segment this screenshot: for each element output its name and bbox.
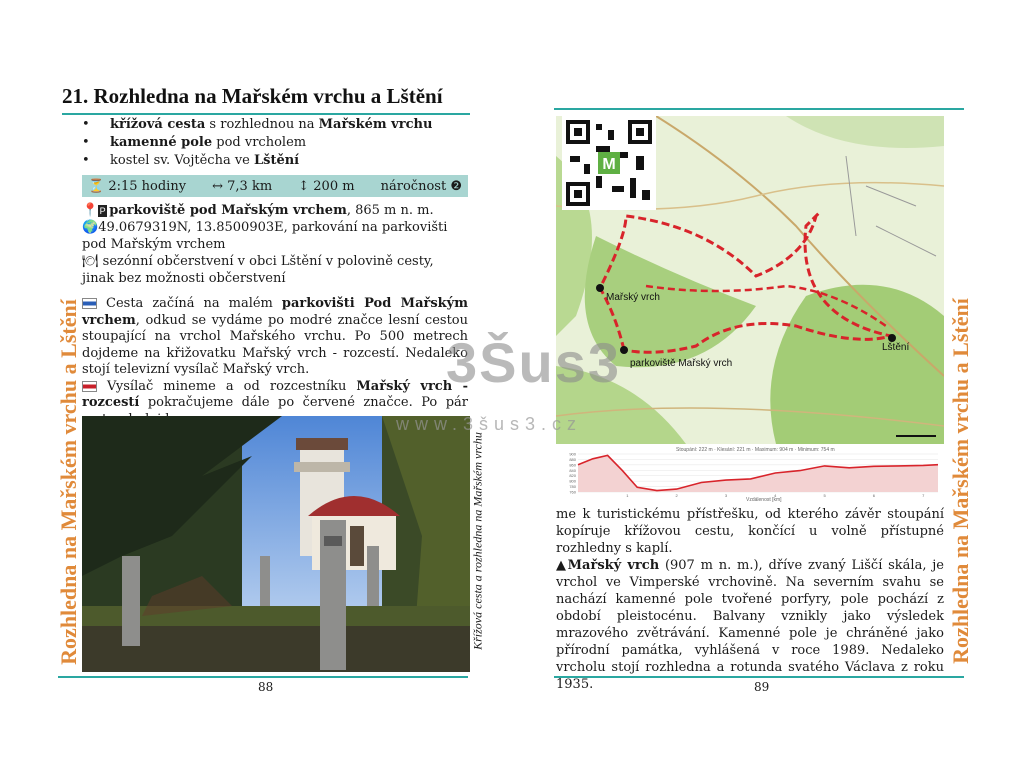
footer-rule [58, 676, 468, 678]
profile-stats: Stoupání: 222 m · Klesání: 221 m · Maximum: 904 m · Minimum: 754 m [676, 447, 835, 453]
difficulty: náročnost ❷ [380, 178, 462, 194]
body-text [82, 296, 468, 428]
elevation-gain: ↕ 200 m [298, 178, 355, 194]
watermark-brand: 3Šus3 [446, 331, 621, 394]
list-item: • křížová cesta s rozhlednou na Mařském vrchu [82, 116, 472, 134]
trip-details [82, 202, 468, 287]
svg-text:M: M [602, 156, 616, 173]
photo-lookout-tower [82, 416, 470, 672]
paragraph: Vysílač mineme a od rozcestníku Mařský vrch - rozcestí pokračujeme dále po červené značce. Po pár [82, 378, 468, 410]
profile-x-tick: 2 [675, 493, 678, 498]
profile-x-tick: 6 [872, 493, 876, 498]
list-item: • kamenné pole pod vrcholem [82, 134, 472, 152]
parking-info: 📍P parkoviště pod Mařským vrchem, 865 m n. m. [82, 203, 434, 218]
profile-x-tick: 1 [626, 493, 629, 498]
map-label-lsteni: Lštění [882, 342, 910, 353]
paragraph: me k turistickému přístřešku, od kterého závěr stoupání kopíruje křížovou cestu, končící u volně přístupné rozhledny s kaplí. [556, 507, 944, 556]
profile-y-tick: 880 [569, 456, 576, 462]
mountain-icon: ▲ [556, 558, 568, 573]
list-item: • kostel sv. Vojtěcha ve Lštění [82, 152, 472, 170]
profile-y-tick: 760 [569, 489, 576, 495]
page-number: 88 [258, 680, 274, 694]
map-label-marsky-vrch: Mařský vrch [606, 292, 660, 303]
right-page [512, 0, 1024, 768]
page-number: 89 [754, 680, 770, 694]
side-label: Rozhledna na Mařském vrchu a Lštění [56, 299, 81, 665]
duration: ⏳ 2:15 hodiny [88, 178, 187, 194]
profile-x-tick: 4 [774, 493, 777, 498]
profile-y-tick: 820 [569, 473, 576, 479]
side-label: Rozhledna na Mařském vrchu a Lštění [948, 298, 973, 664]
map-label-parking: parkoviště Mařský vrch [630, 358, 733, 369]
profile-y-tick: 780 [569, 484, 576, 490]
route-info-bar [82, 175, 468, 197]
header-rule [554, 108, 964, 110]
food-info: 🍽 sezónní občerstvení v obci Lštění v polovině cesty, jinak bez možnosti občerstvení [82, 254, 434, 286]
profile-y-tick: 800 [569, 478, 576, 484]
profile-x-tick: 5 [823, 493, 826, 498]
footer-rule [554, 676, 964, 678]
red-trail-icon [82, 381, 97, 392]
parking-icon: P [99, 206, 106, 216]
distance: ↔ 7,3 km [212, 178, 273, 194]
profile-x-tick: 3 [724, 493, 728, 498]
paragraph: ▲Mařský vrch (907 m n. m.), dříve zvaný Liščí skála, je vrchol ve Vimperské vrchovině. Na severním svahu se nachází kamenné pole tvořené porfyry, pole pochází z období pleistocénu. Balvany vznikly jako výsledek mrazového zvětrávání. Kamenné pole je chráněné jako přírodní památka, vyhlášená v roce 1989. Nedaleko vrcholu stojí rozhledna a rotunda svatého Václava z roku 1935. [556, 558, 944, 692]
blue-trail-icon [82, 298, 97, 309]
description-text [556, 506, 944, 693]
globe-icon: 🌍 [82, 220, 99, 235]
route-map [556, 116, 944, 444]
profile-x-tick: 7 [922, 493, 925, 498]
page-title: 21. Rozhledna na Mařském vrchu a Lštění [62, 84, 470, 115]
paragraph: Cesta začíná na malém parkovišti Pod Mařským vrchem, odkud se vydáme po modré značce lesní cestou stoupající na vrchol Mařského vrchu. Po 500 metrech dojdeme na křižovatku Mařský vrch - rozcestí. Nedaleko stojí televizní vysílač Mařský vrch. [82, 296, 468, 377]
profile-y-tick: 860 [569, 462, 576, 468]
gps-info: 🌍49.0679319N, 13.8500903E, parkování na parkovišti pod Mařským vrchem [82, 220, 448, 252]
pin-icon: 📍 [82, 203, 99, 218]
profile-y-tick: 900 [569, 451, 576, 457]
photo-caption: Křížová cesta a rozhledna na Mařském vrchu [470, 432, 485, 650]
profile-x-label: Vzdálenost [km] [746, 497, 782, 502]
restaurant-icon: 🍽 [82, 254, 99, 269]
highlights-list [82, 116, 472, 170]
profile-y-tick: 840 [569, 467, 576, 473]
watermark-url: www.3šus3.cz [396, 414, 583, 434]
elevation-profile [556, 446, 944, 502]
